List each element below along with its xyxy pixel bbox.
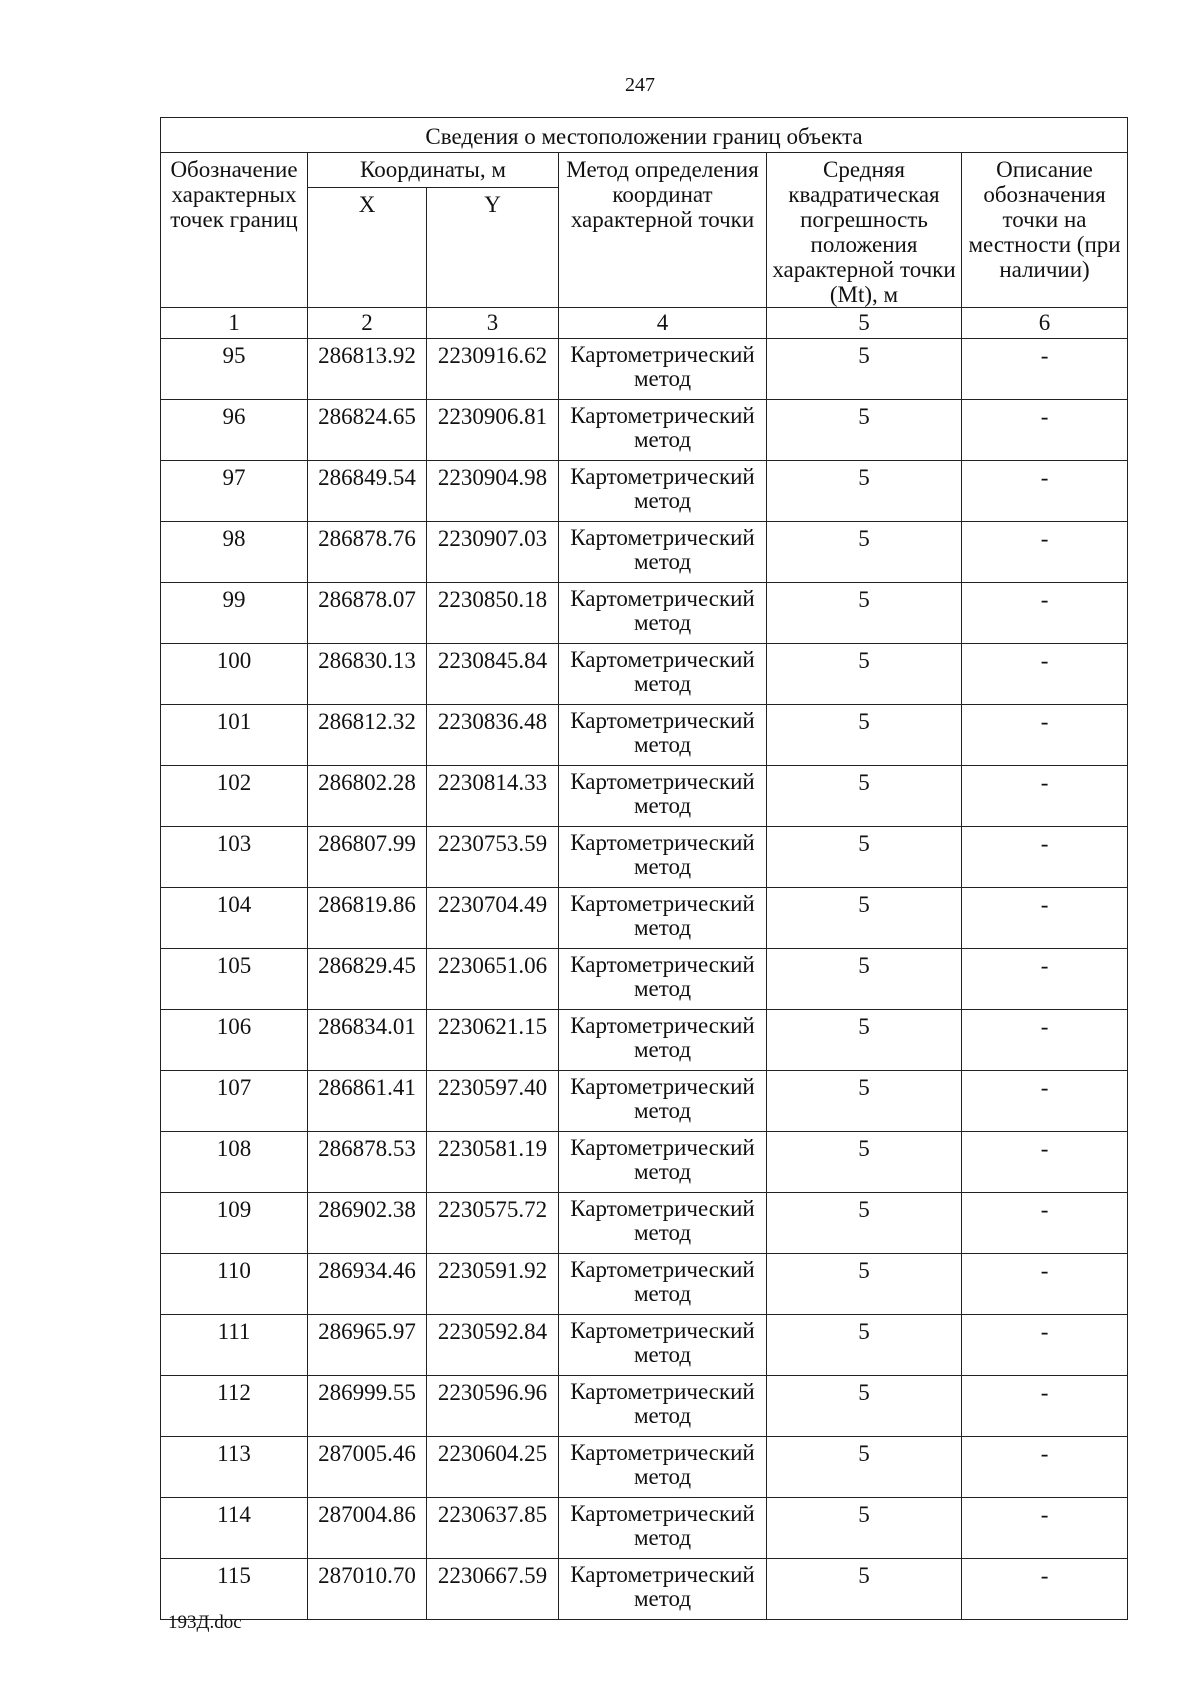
cell-point: 101: [161, 705, 308, 766]
boundary-coordinates-table: [160, 117, 1128, 1620]
cell-x: 286807.99: [308, 827, 427, 888]
cell-error: 5: [767, 766, 962, 827]
table-row: [161, 705, 1128, 766]
cell-x: 286819.86: [308, 888, 427, 949]
cell-point: 99: [161, 583, 308, 644]
cell-error: 5: [767, 1437, 962, 1498]
cell-y: 2230916.62: [427, 339, 559, 400]
cell-x: 286849.54: [308, 461, 427, 522]
cell-x: 286829.45: [308, 949, 427, 1010]
cell-method: Картометрический метод: [559, 766, 767, 827]
cell-y: 2230836.48: [427, 705, 559, 766]
cell-method: Картометрический метод: [559, 1376, 767, 1437]
cell-point: 100: [161, 644, 308, 705]
cell-y: 2230845.84: [427, 644, 559, 705]
table-row: [161, 1437, 1128, 1498]
cell-y: 2230907.03: [427, 522, 559, 583]
cell-description: -: [962, 583, 1128, 644]
cell-error: 5: [767, 583, 962, 644]
table-row: [161, 1010, 1128, 1071]
cell-y: 2230667.59: [427, 1559, 559, 1620]
cell-y: 2230597.40: [427, 1071, 559, 1132]
cell-error: 5: [767, 1376, 962, 1437]
cell-error: 5: [767, 1071, 962, 1132]
cell-method: Картометрический метод: [559, 461, 767, 522]
header-description: Описание обозначения точки на местности (при наличии): [962, 153, 1128, 308]
cell-x: 286999.55: [308, 1376, 427, 1437]
cell-x: 286878.07: [308, 583, 427, 644]
cell-method: Картометрический метод: [559, 827, 767, 888]
cell-y: 2230704.49: [427, 888, 559, 949]
cell-description: -: [962, 1498, 1128, 1559]
cell-point: 95: [161, 339, 308, 400]
cell-error: 5: [767, 888, 962, 949]
table-row: [161, 949, 1128, 1010]
cell-x: 287005.46: [308, 1437, 427, 1498]
cell-error: 5: [767, 400, 962, 461]
cell-method: Картометрический метод: [559, 1498, 767, 1559]
cell-description: -: [962, 522, 1128, 583]
cell-method: Картометрический метод: [559, 1437, 767, 1498]
table-row: [161, 1376, 1128, 1437]
table-row: [161, 1498, 1128, 1559]
cell-description: -: [962, 949, 1128, 1010]
header-x: X: [308, 188, 427, 308]
cell-description: -: [962, 827, 1128, 888]
cell-point: 113: [161, 1437, 308, 1498]
cell-x: 286965.97: [308, 1315, 427, 1376]
table-row: [161, 461, 1128, 522]
cell-x: 286878.76: [308, 522, 427, 583]
column-numbers-row: [161, 308, 1128, 339]
column-number: 4: [559, 308, 767, 339]
cell-error: 5: [767, 705, 962, 766]
cell-method: Картометрический метод: [559, 949, 767, 1010]
cell-point: 115: [161, 1559, 308, 1620]
cell-description: -: [962, 400, 1128, 461]
cell-error: 5: [767, 1010, 962, 1071]
cell-error: 5: [767, 522, 962, 583]
cell-x: 286834.01: [308, 1010, 427, 1071]
cell-method: Картометрический метод: [559, 400, 767, 461]
cell-point: 98: [161, 522, 308, 583]
cell-point: 103: [161, 827, 308, 888]
cell-error: 5: [767, 949, 962, 1010]
cell-y: 2230904.98: [427, 461, 559, 522]
cell-method: Картометрический метод: [559, 339, 767, 400]
cell-description: -: [962, 1315, 1128, 1376]
cell-point: 102: [161, 766, 308, 827]
cell-y: 2230592.84: [427, 1315, 559, 1376]
cell-description: -: [962, 1010, 1128, 1071]
table-row: [161, 1193, 1128, 1254]
cell-description: -: [962, 766, 1128, 827]
cell-error: 5: [767, 461, 962, 522]
cell-description: -: [962, 1193, 1128, 1254]
cell-error: 5: [767, 1559, 962, 1620]
cell-error: 5: [767, 827, 962, 888]
cell-method: Картометрический метод: [559, 1071, 767, 1132]
cell-method: Картометрический метод: [559, 888, 767, 949]
table-row: [161, 644, 1128, 705]
column-number: 2: [308, 308, 427, 339]
table-row: [161, 1559, 1128, 1620]
table-row: [161, 1315, 1128, 1376]
cell-x: 286861.41: [308, 1071, 427, 1132]
cell-description: -: [962, 1376, 1128, 1437]
cell-description: -: [962, 705, 1128, 766]
cell-description: -: [962, 1132, 1128, 1193]
cell-point: 96: [161, 400, 308, 461]
cell-point: 104: [161, 888, 308, 949]
column-number: 3: [427, 308, 559, 339]
table-row: [161, 766, 1128, 827]
cell-x: 286934.46: [308, 1254, 427, 1315]
cell-y: 2230814.33: [427, 766, 559, 827]
cell-y: 2230591.92: [427, 1254, 559, 1315]
cell-y: 2230850.18: [427, 583, 559, 644]
cell-y: 2230604.25: [427, 1437, 559, 1498]
cell-description: -: [962, 644, 1128, 705]
cell-error: 5: [767, 1254, 962, 1315]
table-row: [161, 1132, 1128, 1193]
column-number: 6: [962, 308, 1128, 339]
cell-error: 5: [767, 1193, 962, 1254]
cell-point: 112: [161, 1376, 308, 1437]
cell-point: 110: [161, 1254, 308, 1315]
cell-description: -: [962, 1254, 1128, 1315]
cell-x: 286878.53: [308, 1132, 427, 1193]
table-caption: Сведения о местоположении границ объекта: [161, 118, 1128, 153]
table-row: [161, 400, 1128, 461]
cell-description: -: [962, 888, 1128, 949]
cell-description: -: [962, 1071, 1128, 1132]
cell-description: -: [962, 1437, 1128, 1498]
header-error: Средняя квадратическая погрешность положения характерной точки (Mt), м: [767, 153, 962, 308]
cell-method: Картометрический метод: [559, 583, 767, 644]
cell-method: Картометрический метод: [559, 1254, 767, 1315]
footer-file-name: 193Д.doc: [168, 1612, 242, 1633]
cell-x: 286830.13: [308, 644, 427, 705]
cell-y: 2230906.81: [427, 400, 559, 461]
cell-method: Картометрический метод: [559, 1132, 767, 1193]
cell-point: 106: [161, 1010, 308, 1071]
table-row: [161, 1254, 1128, 1315]
cell-x: 286802.28: [308, 766, 427, 827]
table-row: [161, 522, 1128, 583]
cell-y: 2230621.15: [427, 1010, 559, 1071]
cell-method: Картометрический метод: [559, 705, 767, 766]
cell-error: 5: [767, 1498, 962, 1559]
table-body: [161, 339, 1128, 1620]
cell-method: Картометрический метод: [559, 644, 767, 705]
cell-x: 286813.92: [308, 339, 427, 400]
table-row: [161, 1071, 1128, 1132]
table-row: [161, 339, 1128, 400]
header-y: Y: [427, 188, 559, 308]
table-row: [161, 827, 1128, 888]
cell-y: 2230575.72: [427, 1193, 559, 1254]
cell-y: 2230651.06: [427, 949, 559, 1010]
cell-point: 105: [161, 949, 308, 1010]
header-point: Обозначение характерных точек границ: [161, 153, 308, 308]
cell-description: -: [962, 461, 1128, 522]
cell-method: Картометрический метод: [559, 1010, 767, 1071]
cell-y: 2230596.96: [427, 1376, 559, 1437]
cell-description: -: [962, 339, 1128, 400]
boundary-table-container: [160, 117, 1127, 1620]
cell-point: 111: [161, 1315, 308, 1376]
header-method: Метод определения координат характерной точки: [559, 153, 767, 308]
cell-error: 5: [767, 339, 962, 400]
cell-x: 286812.32: [308, 705, 427, 766]
cell-error: 5: [767, 644, 962, 705]
cell-method: Картометрический метод: [559, 1315, 767, 1376]
table-row: [161, 888, 1128, 949]
column-number: 5: [767, 308, 962, 339]
cell-x: 286902.38: [308, 1193, 427, 1254]
cell-point: 97: [161, 461, 308, 522]
cell-point: 107: [161, 1071, 308, 1132]
cell-method: Картометрический метод: [559, 1193, 767, 1254]
cell-y: 2230753.59: [427, 827, 559, 888]
cell-error: 5: [767, 1132, 962, 1193]
cell-method: Картометрический метод: [559, 1559, 767, 1620]
header-coordinates: Координаты, м: [308, 153, 559, 188]
cell-description: -: [962, 1559, 1128, 1620]
cell-method: Картометрический метод: [559, 522, 767, 583]
column-number: 1: [161, 308, 308, 339]
cell-y: 2230637.85: [427, 1498, 559, 1559]
cell-point: 108: [161, 1132, 308, 1193]
cell-y: 2230581.19: [427, 1132, 559, 1193]
cell-point: 109: [161, 1193, 308, 1254]
page-number: 247: [625, 74, 655, 96]
cell-point: 114: [161, 1498, 308, 1559]
cell-x: 287004.86: [308, 1498, 427, 1559]
cell-error: 5: [767, 1315, 962, 1376]
cell-x: 287010.70: [308, 1559, 427, 1620]
cell-x: 286824.65: [308, 400, 427, 461]
table-row: [161, 583, 1128, 644]
